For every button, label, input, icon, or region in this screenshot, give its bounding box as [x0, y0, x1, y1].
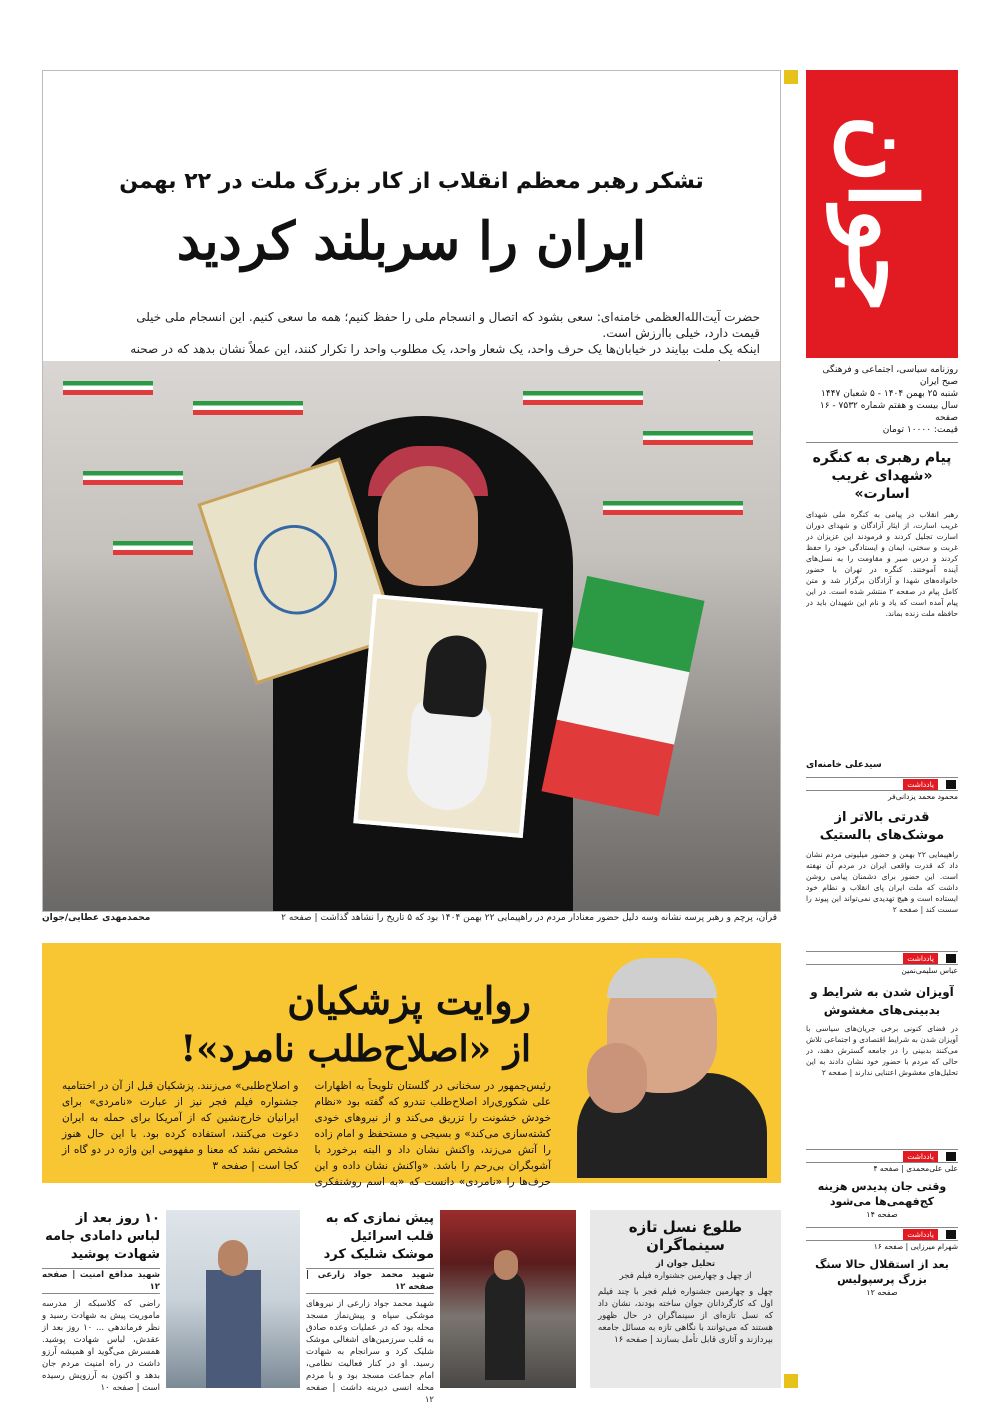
wedding-byline: شهید مدافع امنیت | صفحه ۱۲ [42, 1270, 160, 1292]
woman-figure [233, 416, 593, 912]
hand [587, 1043, 647, 1113]
masthead-issue: سال بیست و هفتم شماره ۷۵۳۲ - ۱۶ صفحه [819, 401, 958, 423]
crowd-flag-icon [193, 401, 303, 415]
crowd-flag-icon [83, 471, 183, 485]
martyr-photo [166, 1210, 300, 1388]
story-body: رئیس‌جمهور در سخنانی در گلستان تلویحاً به اظهارات علی شکوری‌راد اصلاح‌طلب تندرو که گفته بود «نظام خودش خشونت را تزریق می‌کند و از نیروهای خودی کشته‌سازی می‌کند» و بسیجی و مستحفظ و امام زاده را آتش می‌زند، واکنش نشان داد و البته برخورد با آشوبگران بی‌رحم را باشد. «واکنش نشان داده و این حرف‌ها را «نامردی» دانست که «به اسم روشنفکری و اصلاح‌طلبی» می‌زنند. پزشکیان قبل از آن در اختتامیه جشنواره فیلم فجر نیز از عبارت «نامردی» برای ایرانیان خارج‌نشین که از آمریکا برای حمله به ایران دعوت می‌کنند، استفاده کرده بود. با این حال هنوز مشخص نشد که معنا و مفهومی این واژه در دو گاه از کجا است | صفحه ۳ [62, 1080, 551, 1188]
masthead-date: شنبه ۲۵ بهمن ۱۴۰۴ - ۵ شعبان ۱۴۴۷ [821, 389, 958, 399]
cinema-byline: تحلیل جوان از [655, 1259, 716, 1269]
arrow-icon [946, 1230, 956, 1239]
section-tag: یادداشت [903, 779, 938, 790]
lead-line: حضرت آیت‌الله‌العظمی خامنه‌ای: سعی بشود که اتصال و انسجام ملی را حفظ کنیم؛ همه ما سعی کنیم. این انسجام ملی خیلی قیمت دارد، خیلی باارزش است. [136, 310, 760, 340]
leader-message-title: پیام رهبری به کنگره «شهدای غریب اسارت» [812, 450, 952, 502]
masthead-price: قیمت: ۱۰۰۰۰ تومان [882, 425, 958, 435]
leader-portrait [353, 594, 542, 838]
leader-signature: سیدعلی خامنه‌ای [806, 760, 882, 770]
sec1-title: قدرتی بالاتر از موشک‌های بالستیک [819, 810, 945, 843]
cinema-text: چهل و چهارمین جشنواره فیلم فجر با چند فیلم اول که کارگردانان جوان ساخته بودند، نشان داد که نسل تازه‌ای از سینماگران در حال ظهور هستند که می‌توانند با نگاهی تازه به مسائل جامعه بپردازند و آثاری قابل تأمل بسازند | صفحه ۱۶ [598, 1287, 773, 1345]
section-bar [806, 1149, 958, 1163]
section-tag: یادداشت [903, 1229, 938, 1240]
missile-story [306, 1210, 434, 1405]
masthead-logo [806, 70, 958, 358]
sec4-page: صفحه ۱۲ [866, 1288, 898, 1297]
crowd-flag-icon [113, 541, 193, 555]
photo-credit: محمدمهدی عطایی/جوان [42, 913, 151, 923]
crowd-flag-icon [643, 431, 753, 445]
leader-message-body: رهبر انقلاب در پیامی به کنگره ملی شهدای غریب اسارت، از ایثار آزادگان و شهدای دوران اسارت تجلیل کردند و فرمودند این عزیزان در غربت و سختی، ایمان و ایستادگی خود را حفظ کردند و درس صبر و مقاومت را به نسل‌های آینده آموختند. کنگره در تهران با حضور خانواده‌های شهدا و آزادگان برگزار شد و متن کامل پیام در صفحه ۲ منتشر شده است. در این پیام آمده است که یاد و نام این شهیدان باید در حافظه ملت زنده بماند. [806, 510, 958, 618]
cinema-title: طلوع نسل تازه سینماگران [628, 1218, 743, 1254]
hero-kicker: تشکر رهبر معظم انقلاب از کار بزرگ ملت در ۲۲ بهمن [119, 169, 704, 194]
arrow-icon [946, 1152, 956, 1161]
crowd-flag-icon [603, 501, 743, 515]
man-figure [485, 1270, 525, 1380]
sec2-author: عباس سلیمی‌نمین [901, 966, 958, 975]
cinema-story [590, 1210, 781, 1388]
sec4-author: شهرام میرزایی | صفحه ۱۶ [873, 1242, 958, 1251]
section-tag: یادداشت [903, 1151, 938, 1162]
cinema-sub: از چهل و چهارمین جشنواره فیلم فجر [619, 1271, 752, 1281]
story-headline: روایت پزشکیان [287, 978, 531, 1023]
lead-line: اینکه یک ملت بیایند در خیابان‌ها یک حرف واحد، یک شعار واحد، یک مطلوب واحد را تکرار کنند، این عملاً نشان بدهد که در صحنه [130, 342, 760, 356]
masthead-subtitle: روزنامه سیاسی، اجتماعی و فرهنگی صبح ایران [822, 365, 958, 387]
missile-title: پیش نمازی که به قلب اسرائیل موشک شلیک کرد [323, 1211, 434, 1262]
wedding-story [42, 1210, 160, 1393]
story-headline-2: از «اصلاح‌طلب نامرد»! [180, 1028, 531, 1070]
wedding-title: ۱۰ روز بعد از لباس دامادی جامه شهادت پوشید [45, 1211, 160, 1262]
sec4-title: بعد از استقلال حالا سنگ بزرگ پرسپولیس [815, 1258, 949, 1286]
crowd-flag-icon [63, 381, 153, 395]
logo-text: جوان [828, 115, 936, 313]
corner-marker-icon [784, 70, 798, 84]
wedding-text: راضی که کلاسبکه از مدرسه ماموریت پیش به شهادت رسید و نظر فرماندهی ... ۱۰ روز بعد از عقدش، لباس شهادت پوشید. همسرش می‌گوید او همیشه آرزو داشت در راه امنیت مردم جان بدهد و اکنون به آرزویش رسیده است | صفحه ۱۰ [42, 1299, 160, 1393]
section-bar [806, 951, 958, 965]
uniform [206, 1270, 261, 1388]
section-bar [806, 777, 958, 791]
section-bar [806, 1227, 958, 1241]
face [494, 1250, 518, 1280]
sec1-body: راهپیمایی ۲۲ بهمن و حضور میلیونی مردم نشان داد که قدرت واقعی ایران در مردم آن نهفته است. این حضور برای دشمنان پیامی روشن داشت که ملت ایران پای انقلاب و نظام خود ایستاده است و هیچ تهدیدی نمی‌تواند این پیوند را سست کند | صفحه ۲ [806, 850, 958, 914]
hero-header [43, 71, 780, 361]
sec3-page: صفحه ۱۴ [866, 1210, 898, 1219]
missile-text: شهید محمد جواد زارعی از نیروهای موشکی سپاه و پیش‌نماز مسجد محله بود که در عملیات وعده صادق به قلب سرزمین‌های اشغالی موشک شلیک کرد و سرانجام به شهادت رسید. او در کنار فعالیت نظامی، امام جماعت مسجد بود و با مردم محله انسی دیرینه داشت | صفحه ۱۲ [306, 1299, 434, 1405]
sidebar [806, 364, 958, 1299]
hero-section [42, 70, 781, 912]
corner-marker-icon [784, 1374, 798, 1388]
pezeshkian-photo [567, 953, 772, 1178]
photo-caption [42, 913, 781, 931]
sec2-body: در فضای کنونی برخی جریان‌های سیاسی با آویزان شدن به شرایط اقتصادی و اجتماعی تلاش می‌کنند بدبینی را در جامعه گسترش دهند، در حالی که مردم با حضور خود نشان دادند به این تحلیل‌های مغشوش اعتنایی ندارند | صفحه ۲ [806, 1024, 958, 1077]
missile-byline: شهید محمد جواد زارعی | صفحه ۱۲ [306, 1270, 434, 1292]
hair [607, 958, 717, 998]
arrow-icon [946, 954, 956, 963]
sec3-author: علی علی‌محمدی | صفحه ۴ [873, 1164, 958, 1173]
face [378, 466, 478, 586]
sec1-author: محمود محمد یزدانی‌فر [887, 792, 958, 801]
arrow-icon [946, 780, 956, 789]
cinema-photo [440, 1210, 576, 1388]
section-tag: یادداشت [903, 953, 938, 964]
face [218, 1240, 248, 1276]
sec2-title: آویزان شدن به شرایط و بدبینی‌های مغشوش [810, 985, 954, 1017]
quran-medallion [244, 515, 348, 625]
hero-headline: ایران را سربلند کردید [176, 211, 647, 272]
pezeshkian-story [42, 943, 781, 1188]
portrait-turban [422, 633, 489, 718]
crowd-flag-icon [523, 391, 643, 405]
sec3-title: وقتی جان پدیدس هزینه کج‌فهمی‌ها می‌شود [817, 1180, 947, 1208]
caption-text: قرآن، پرچم و رهبر پرسه نشانه وسه دلیل حضور معنادار مردم در راهپیمایی ۲۲ بهمن ۱۴۰۴ بود که ۵ تاریخ را نشاهد گذاشت | صفحه ۲ [281, 913, 777, 923]
